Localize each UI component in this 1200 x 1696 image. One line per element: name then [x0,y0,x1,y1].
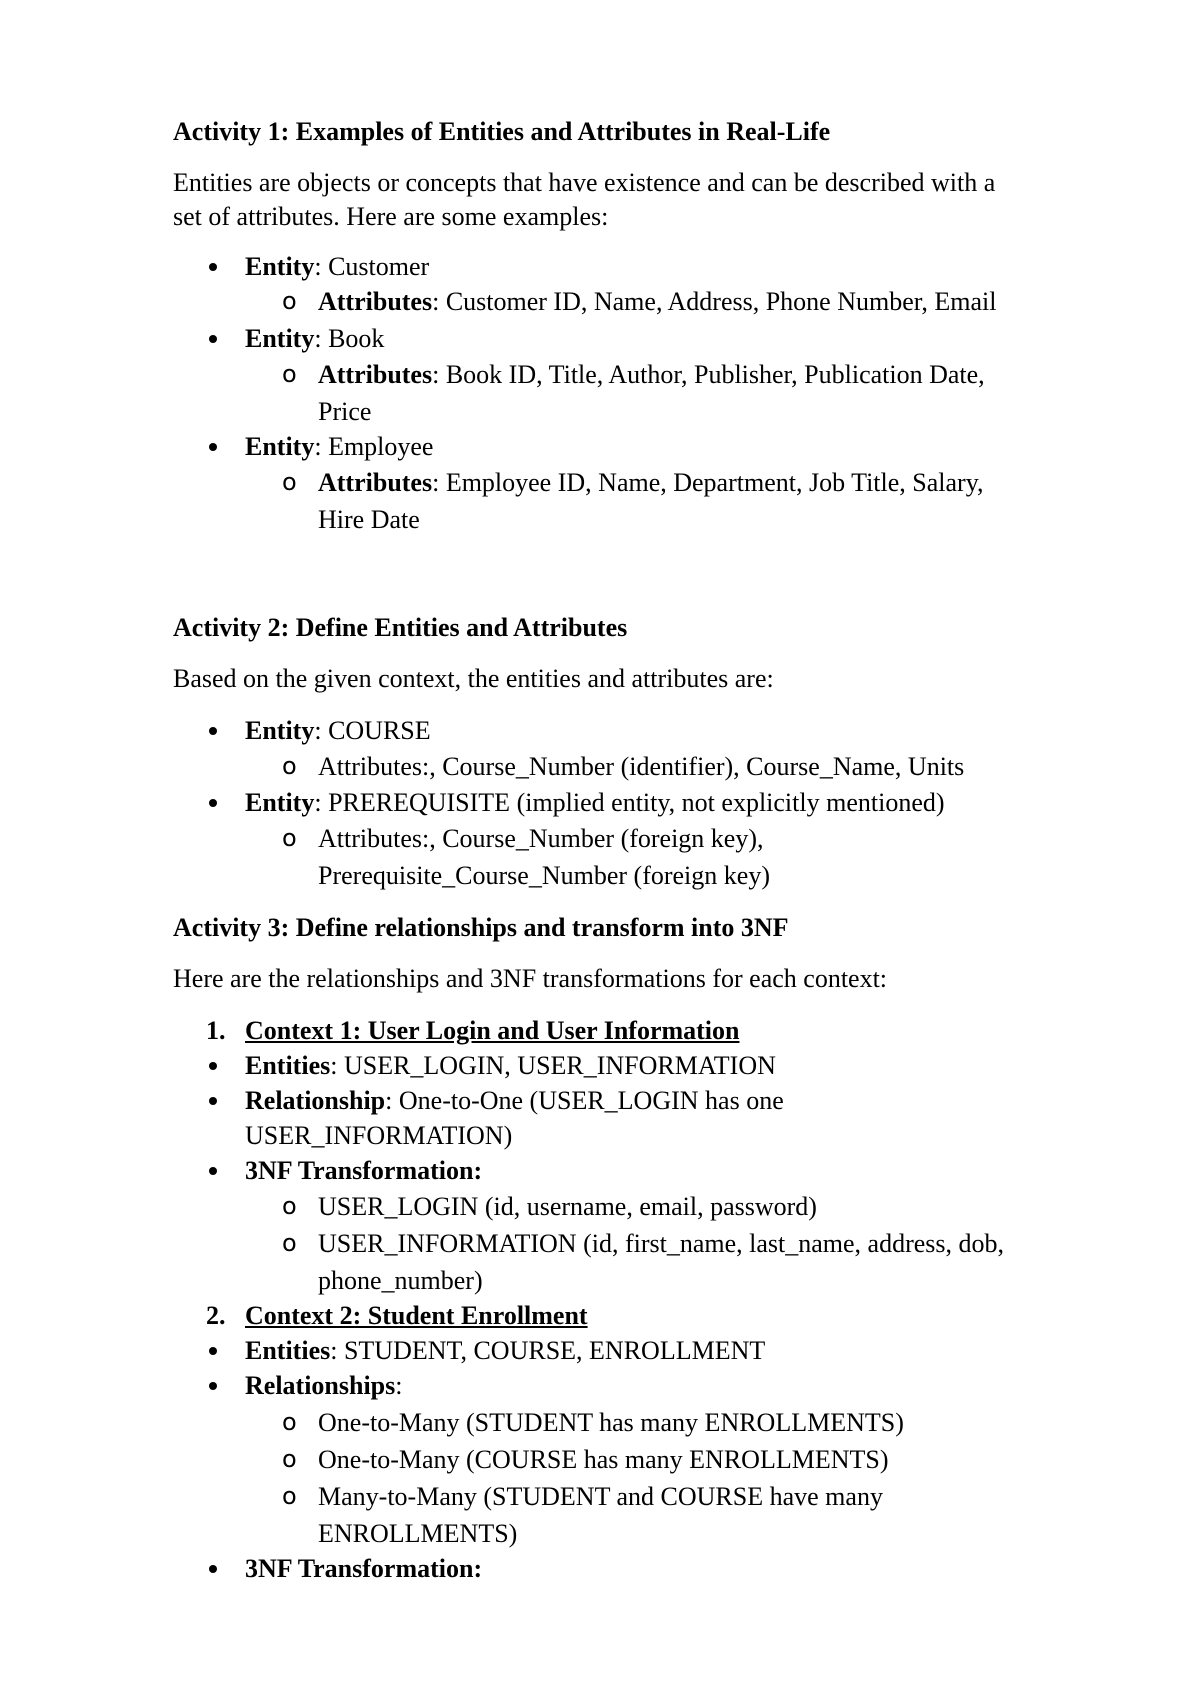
circle-bullet-icon: o [282,360,297,388]
circle-bullet-icon: o [282,468,297,496]
activity3-heading: Activity 3: Define relationships and transform into 3NF [173,913,789,942]
bullet-icon [209,1565,217,1573]
entity-label: Entity [245,788,315,817]
attributes-book [318,358,985,392]
bullet-icon [209,1097,217,1105]
attributes-prerequisite: Attributes:, Course_Number (foreign key), [318,824,764,853]
entity-customer [245,250,429,284]
circle-bullet-icon: o [282,752,297,780]
attributes-employee [318,466,984,500]
circle-bullet-icon: o [282,1408,297,1436]
relationship-label: Relationship [245,1086,386,1115]
context2-title: Context 2: Student Enrollment [245,1301,588,1330]
circle-bullet-icon: o [282,1229,297,1257]
context1-relationship-cont: USER_INFORMATION) [245,1121,513,1150]
entity-label: Entity [245,252,315,281]
entity-label: Entity [245,716,315,745]
relationship-item: One-to-Many (STUDENT has many ENROLLMENTS) [318,1408,904,1437]
bullet-icon [209,1167,217,1175]
attributes-customer [318,285,996,319]
attributes-prerequisite-cont: Prerequisite_Course_Number (foreign key) [318,861,770,890]
bullet-icon [209,1382,217,1390]
attributes-label: Attributes [318,360,433,389]
activity1-heading: Activity 1: Examples of Entities and Attributes in Real-Life [173,117,831,146]
entity-course [245,714,431,748]
entities-label: Entities [245,1051,331,1080]
bullet-icon [209,263,217,271]
bullet-icon [209,1347,217,1355]
circle-bullet-icon: o [282,824,297,852]
entities-label: Entities [245,1336,331,1365]
list-number: 2. [206,1301,226,1330]
bullet-icon [209,443,217,451]
activity1-intro-line1: Entities are objects or concepts that have existence and can be described with a [173,168,996,197]
entity-value: : PREREQUISITE (implied entity, not explicitly mentioned) [314,788,945,817]
entity-label: Entity [245,432,315,461]
list-number: 1. [206,1016,226,1045]
relationships-colon: : [395,1371,403,1400]
bullet-icon [209,1062,217,1070]
circle-bullet-icon: o [282,1445,297,1473]
activity2-heading: Activity 2: Define Entities and Attributes [173,613,628,642]
context2-transformation-label: 3NF Transformation: [245,1554,483,1583]
entity-value: : COURSE [314,716,431,745]
attributes-value: : Employee ID, Name, Department, Job Title, Salary, [432,468,984,497]
entity-prerequisite [245,786,945,820]
context1-entities [245,1049,776,1083]
bullet-icon [209,727,217,735]
attributes-label: Attributes [318,287,433,316]
attributes-value: : Customer ID, Name, Address, Phone Number, Email [432,287,997,316]
table-user-login: USER_LOGIN (id, username, email, password) [318,1192,817,1221]
entity-book [245,322,384,356]
attributes-label: Attributes [318,468,433,497]
entity-value: : Customer [314,252,430,281]
table-user-information: USER_INFORMATION (id, first_name, last_name, address, dob, [318,1229,1005,1258]
context1-transformation-label: 3NF Transformation: [245,1156,483,1185]
table-user-information-cont: phone_number) [318,1266,483,1295]
entity-value: : Employee [314,432,434,461]
activity2-intro: Based on the given context, the entities and attributes are: [173,664,774,693]
bullet-icon [209,799,217,807]
circle-bullet-icon: o [282,1482,297,1510]
entity-label: Entity [245,324,315,353]
relationship-value: : One-to-One (USER_LOGIN has one [385,1086,784,1115]
activity3-intro: Here are the relationships and 3NF transformations for each context: [173,964,888,993]
context2-relationships-label [245,1369,403,1403]
attributes-course: Attributes:, Course_Number (identifier), Course_Name, Units [318,752,965,781]
circle-bullet-icon: o [282,1192,297,1220]
relationship-item: One-to-Many (COURSE has many ENROLLMENTS) [318,1445,889,1474]
circle-bullet-icon: o [282,287,297,315]
context1-title: Context 1: User Login and User Information [245,1016,740,1045]
context1-relationship [245,1084,784,1118]
bullet-icon [209,335,217,343]
relationships-label: Relationships [245,1371,396,1400]
entity-value: : Book [314,324,385,353]
attributes-value: : Book ID, Title, Author, Publisher, Publication Date, [432,360,985,389]
attributes-employee-cont: Hire Date [318,505,420,534]
entities-value: : STUDENT, COURSE, ENROLLMENT [330,1336,766,1365]
attributes-book-cont: Price [318,397,372,426]
entity-employee [245,430,433,464]
entities-value: : USER_LOGIN, USER_INFORMATION [330,1051,776,1080]
relationship-item-cont: ENROLLMENTS) [318,1519,518,1548]
relationship-item: Many-to-Many (STUDENT and COURSE have many [318,1482,883,1511]
context2-entities [245,1334,765,1368]
activity1-intro-line2: set of attributes. Here are some examples: [173,202,609,231]
